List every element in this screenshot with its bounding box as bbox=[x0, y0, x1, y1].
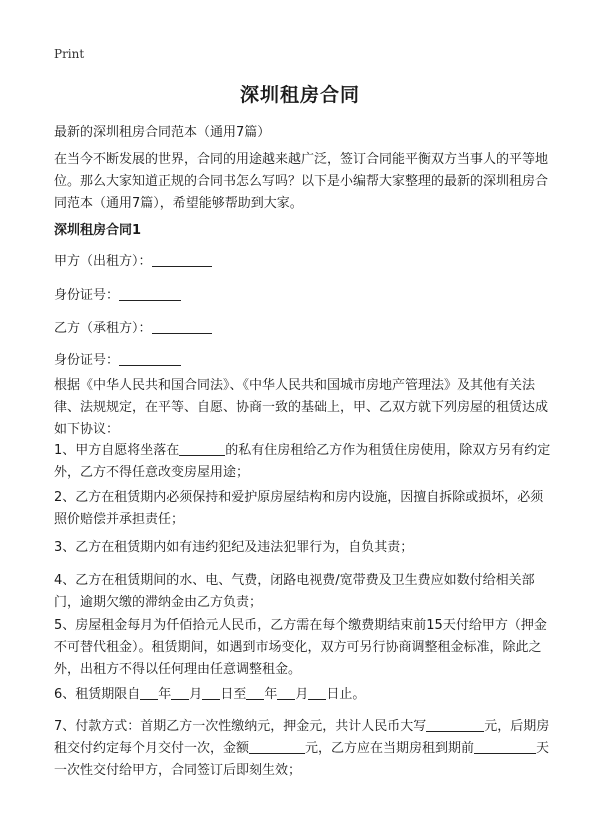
clause-6-prefix: 6、租赁期限自 bbox=[54, 687, 141, 702]
clause-6-year2-blank bbox=[246, 685, 264, 700]
clause-6-month2: 月 bbox=[295, 687, 309, 702]
intro-paragraph: 在当今不断发展的世界，合同的用途越来越广泛，签订合同能平衡双方当事人的平等地位。那么大家知道正规的合同书怎么写吗？以下是小编帮大家整理的最新的深圳租房合同范本（通用7篇），希望能够帮助到大家。 bbox=[54, 152, 549, 211]
clause-1 bbox=[54, 440, 554, 484]
section-heading: 深圳租房合同1 bbox=[54, 223, 142, 238]
clause-6-year2: 年 bbox=[264, 687, 278, 702]
clause-6-month2-blank bbox=[277, 685, 295, 700]
clause-7 bbox=[54, 716, 554, 782]
clause-1-location-blank bbox=[179, 441, 225, 456]
clause-6-month1: 月 bbox=[189, 687, 203, 702]
basis-paragraph: 根据《中华人民共和国合同法》、《中华人民共和国城市房地产管理法》及其他有关法律、法规规定，在平等、自愿、协商一致的基础上，甲、乙双方就下列房屋的租赁达成如下协议： bbox=[54, 378, 549, 437]
clause-7-amount-blank bbox=[249, 739, 305, 754]
clause-6-end: 日止。 bbox=[326, 687, 366, 702]
clause-6-year1-blank bbox=[140, 685, 158, 700]
clause-4: 4、乙方在租赁期间的水、电、气费，闭路电视费/宽带费及卫生费应如数付给相关部门，逾期欠缴的滞纳金由乙方负责； bbox=[54, 573, 535, 610]
document-title: 深圳租房合同 bbox=[239, 84, 360, 106]
clause-6-month1-blank bbox=[171, 685, 189, 700]
party-a-label: 甲方（出租方）： bbox=[54, 254, 152, 269]
party-b-blank bbox=[152, 319, 212, 334]
print-link[interactable]: Print bbox=[54, 47, 85, 61]
clause-5: 5、房屋租金每月为仟佰拾元人民币，乙方需在每个缴费期结束前15天付给甲方（押金不可替代租金）。租赁期间，如遇到市场变化，双方可另行协商调整租金标准，除此之外，出租方不得以任何理由任意调整租金。 bbox=[54, 618, 547, 677]
clause-6-day2-blank bbox=[308, 685, 326, 700]
party-b-id-field bbox=[54, 349, 181, 368]
party-a-blank bbox=[152, 252, 212, 267]
clause-2: 2、乙方在租赁期内必须保持和爱护原房屋结构和房内设施，因擅自拆除或损坏，必须照价赔偿并承担责任； bbox=[54, 490, 544, 527]
party-b-field bbox=[54, 317, 212, 336]
party-b-id-label: 身份证号： bbox=[54, 353, 120, 368]
clause-6-day-to: 日至 bbox=[220, 687, 247, 702]
clause-6-day1-blank bbox=[202, 685, 220, 700]
clause-7-total-blank bbox=[426, 717, 484, 732]
document-subtitle: 最新的深圳租房合同范本（通用7篇） bbox=[54, 125, 271, 140]
clause-1-text-a: 1、甲方自愿将坐落在 bbox=[54, 443, 180, 458]
party-b-label: 乙方（承租方）： bbox=[54, 321, 152, 336]
party-a-id-blank bbox=[119, 286, 181, 301]
party-a-id-label: 身份证号： bbox=[54, 288, 120, 303]
clause-7-text-d: 天一次性交付给甲方，合同签订后即刻生效； bbox=[54, 741, 550, 778]
clause-7-text-a: 7、付款方式：首期乙方一次性缴纳元，押金元，共计人民币大写 bbox=[54, 719, 427, 734]
clause-6 bbox=[54, 684, 554, 706]
clause-7-text-b: 元，后期房租交付约定每个月交付一次，金额 bbox=[54, 719, 550, 756]
clause-3: 3、乙方在租赁期内如有违约犯纪及违法犯罪行为，自负其责； bbox=[54, 540, 414, 555]
party-b-id-blank bbox=[119, 351, 181, 366]
clause-7-text-c: 元，乙方应在当期房租到期前 bbox=[305, 741, 475, 756]
party-a-id-field bbox=[54, 284, 181, 303]
clause-6-year1: 年 bbox=[158, 687, 172, 702]
clause-7-days-blank bbox=[474, 739, 536, 754]
party-a-field bbox=[54, 250, 212, 269]
clause-1-text-b: 的私有住房租给乙方作为租赁住房使用，除双方另有约定外，乙方不得任意改变房屋用途； bbox=[54, 443, 551, 480]
